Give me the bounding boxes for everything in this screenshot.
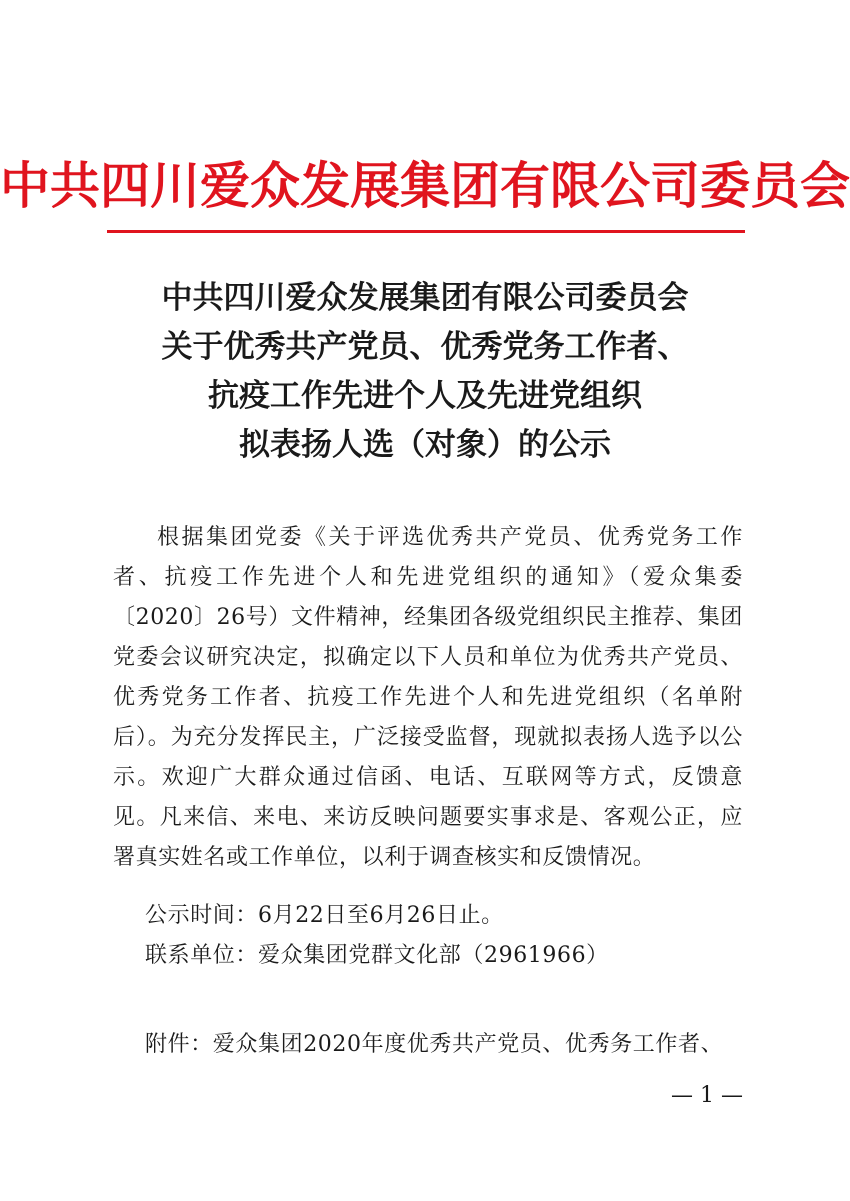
title-line-1: 中共四川爱众发展集团有限公司委员会 (161, 280, 689, 316)
page-number: — 1 — (671, 1083, 743, 1108)
notice-time: 公示时间：6月22日至6月26日止。 (145, 903, 504, 928)
title-line-3: 抗疫工作先进个人及先进党组织 (208, 378, 642, 414)
document-title (0, 274, 850, 470)
title-line-4: 拟表扬人选（对象）的公示 (239, 427, 611, 463)
body-text (113, 518, 743, 878)
red-header-organization: 中共四川爱众发展集团有限公司委员会 (0, 156, 850, 215)
red-divider-line (107, 230, 745, 233)
main-paragraph: 根据集团党委《关于评选优秀共产党员、优秀党务工作者、抗疫工作先进个人和先进党组织的通知》（爱众集委〔2020〕26号）文件精神，经集团各级党组织民主推荐、集团党委会议研究决定，拟确定以下人员和单位为优秀共产党员、优秀党务工作者、抗疫工作先进个人和先进党组织（名单附后）。为充分发挥民主，广泛接受监督，现就拟表扬人选予以公示。欢迎广大群众通过信函、电话、互联网等方式，反馈意见。凡来信、来电、来访反映问题要实事求是、客观公正，应署真实姓名或工作单位，以利于调查核实和反馈情况。 (113, 525, 743, 870)
contact-unit: 联系单位：爱众集团党群文化部（2961966） (145, 943, 609, 968)
attachment-line: 附件：爱众集团2020年度优秀共产党员、优秀务工作者、 (145, 1032, 724, 1057)
title-line-2: 关于优秀共产党员、优秀党务工作者、 (161, 329, 689, 365)
